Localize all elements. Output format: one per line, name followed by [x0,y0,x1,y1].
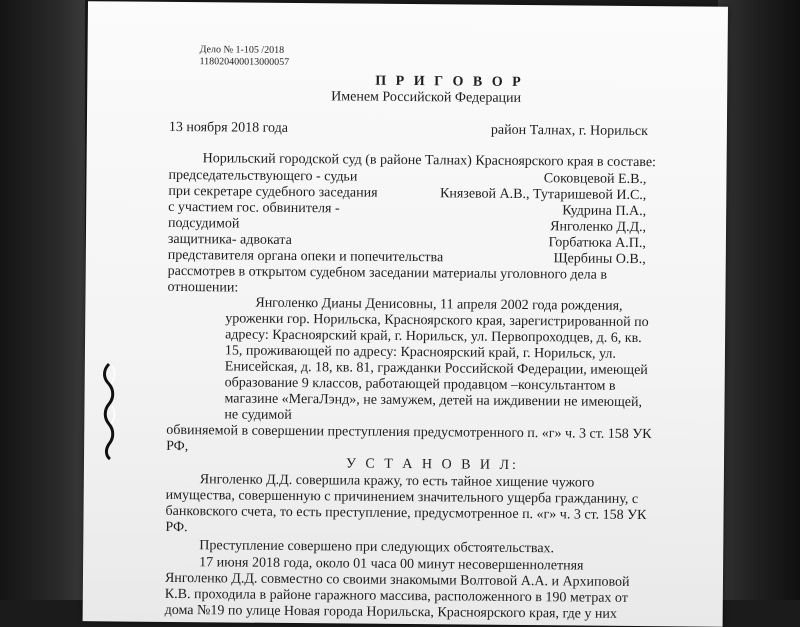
case-number: Дело № 1-105 /2018 [199,44,285,56]
defendant-line: 15, проживающей по адресу: Красноярский край, г. Норильск, ул. [224,343,617,362]
narrative-line: Янголенко Д.Д. совместно со своими знакомыми Волтовой А.А. и Архиповой [164,570,630,590]
role-label: представителя органа опеки и попечительства [167,247,444,266]
established-line: имущества, совершенную с причинением значительного ущерба гражданину, с [165,487,639,508]
document-page [83,1,728,627]
role-person: Янголенко Д.Д., [550,219,647,236]
role-label: при секретаре судебного заседания [168,183,378,201]
role-person: Горбатюка А.П., [548,235,646,252]
defendant-line: магазине «МегаЛэнд», не замужем, детей на иждивении не имеющей, [224,391,643,411]
role-person: Щербины О.В., [553,251,646,268]
defendant-line: не судимой [224,407,292,424]
court-composition-intro: Норильский городской суд (в районе Талнах) Красноярского края в составе: [202,151,657,171]
role-person: Соковцевой Е.В., [543,171,647,188]
established-heading: У С Т А Н О В И Л: [345,456,520,473]
accusation-line: обвиняемой в совершении преступления предусмотренного п. «г» ч. 3 ст. 158 УК [166,422,652,443]
document-subtitle: Именем Российской Федерации [331,89,522,106]
considering-line: рассмотрев в открытом судебном заседании материалы уголовного дела в [167,263,608,283]
dark-background-right [718,0,800,600]
circumstances-line: Преступление совершено при следующих обстоятельствах. [199,538,555,557]
defendant-line: образование 9 классов, работающей продавцом –консультантом в [224,375,616,394]
role-label: председательствующего - судьи [168,167,358,185]
document-title: П Р И Г О В О Р [375,73,524,91]
case-code: 118020400013000057 [199,56,290,68]
defendant-line: Енисейская, д. 18, кв. 81, гражданки Российской Федерации, имеющей [224,359,648,379]
defendant-line: адресу: Красноярский край, г. Норильск, ул. Первопроходцев, д. 6, кв. [225,327,642,347]
defendant-line: уроженки гор. Норильска, Красноярского края, зарегистрированной по [225,311,649,331]
established-line: банковского счета, то есть преступление, предусмотренное п. «г» ч. 3 ст. 158 УК [165,503,647,524]
binding-thread-icon [100,360,120,460]
role-label: подсудимой [168,215,240,232]
defendant-line: Янголенко Дианы Денисовны, 11 апреля 2002 года рождения, [255,295,623,314]
verdict-place: район Талнах, г. Норильск [490,122,649,140]
role-person: Кудрина П.А., [562,203,647,220]
narrative-line: 17 июня 2018 года, около 01 часа 00 минут несовершеннолетняя [199,555,584,574]
accusation-line: РФ, [166,438,189,455]
established-line: РФ. [165,519,188,536]
role-label: защитника- адвоката [167,231,292,248]
established-line: Янголенко Д.Д. совершила кражу, то есть тайное хищение чужого [199,472,595,491]
considering-line: отношении: [167,279,239,296]
role-label: с участием гос. обвинителя - [168,199,340,217]
dark-background-left [0,0,85,600]
narrative-line: К.В. проходила в районе гаражного массива, расположенного в 190 метрах от [164,586,628,606]
narrative-line: дома №19 по улице Новая города Норильска, Красноярского края, где у них [164,602,617,622]
role-person: Князевой А.В., Тутаришевой И.С., [439,186,647,204]
verdict-date: 13 ноября 2018 года [168,119,289,136]
